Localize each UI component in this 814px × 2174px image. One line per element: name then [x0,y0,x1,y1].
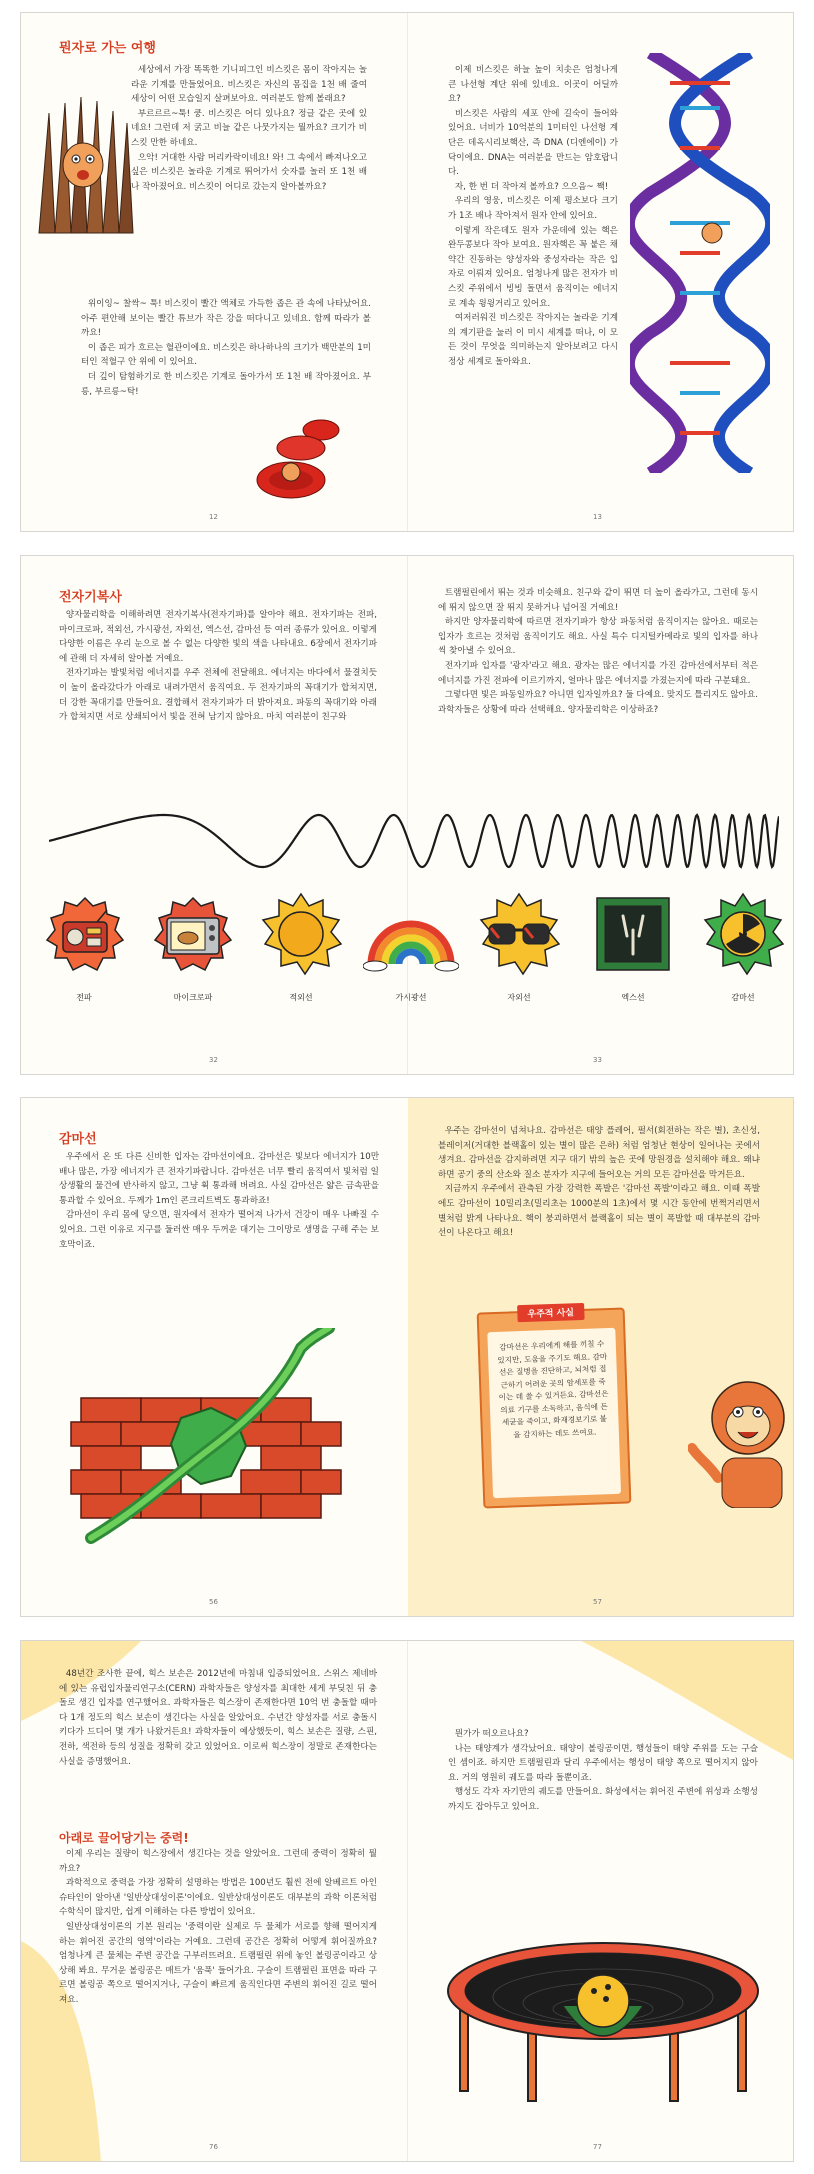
lion-illustration [688,1368,788,1508]
page-number: 76 [209,2143,218,2151]
paragraph: 이 좁은 피가 흐르는 혈관이에요. 비스킷은 하나하나의 크기가 백만분의 1미터인 적혈구 안 위에 이 있어요. [81,342,371,368]
sunglasses-icon [477,892,561,976]
fact-box-text: 감마선은 우리에게 해를 끼칠 수 있지만, 도움을 주기도 해요. 감마선은 질병을 진단하고, 뇌처럼 접근하기 어려운 곳의 암세포를 죽이는 데 쓸 수 있거든요. 감마선은 의료 기구를 소독하고, 음식에 든 세균을 죽이고, 화재경보기로 불을 감지하는 데도 쓰여요. [487,1328,621,1498]
sun-icon [259,892,343,976]
page-77 [408,1641,794,2161]
body-text [448,63,618,369]
body-text [438,586,758,717]
paragraph: 여저러워진 비스킷은 작아지는 놀라운 기계의 계기판을 눌러 이 미시 세계를 떠나, 이 모든 것이 무엇을 의미하는지 알아보려고 다시 정상 세계로 돌아와요. [448,313,618,367]
page-13 [408,13,794,531]
spread-pages-76-77 [20,1640,794,2162]
fact-box-title: 우주적 사실 [517,1303,584,1322]
spread-pages-32-33 [20,555,794,1075]
paragraph: 부르르르~툭! 쿵. 비스킷은 어디 있나요? 정글 같은 곳에 있네요! 그런데 저 굵고 비늘 같은 나뭇가지는 뭘까요? 크기가 비스킷 만한 하네요. [131,108,367,148]
spread-pages-56-57 [20,1097,794,1617]
paragraph: 감마선이 우리 몸에 닿으면, 원자에서 전자가 떨어져 나가서 건강이 매우 나빠질 수 있어요. 그런 이유로 지구를 둘러싼 매우 두꺼운 대기는 그이망로 생명을 구해 주는 보호막이죠. [59,1210,379,1250]
label-visible: 가시광선 [395,993,427,1002]
paragraph: 세상에서 가장 똑똑한 기니피그인 비스킷은 몸이 작아지는 놀라운 기계를 만들었어요. 비스킷은 자신의 몸집을 1천 배 줄여 세상이 어떤 모습일지 살펴보아요. 여러분도 함께 볼래요? [131,65,367,105]
paragraph: 이제 비스킷은 하늘 높이 치솟은 엄청나게 큰 나선형 계단 위에 있네요. 이곳이 어딜까요? [448,65,618,105]
spread-pages-12-13 [20,12,794,532]
paragraph: 자, 한 번 더 작아져 볼까요? 으으음~ 짹! [454,181,609,192]
page-number: 56 [209,1598,218,1606]
brick-wall-illustration [61,1328,371,1548]
subsection-title: 아래로 끌어당기는 중력! [59,1831,189,1845]
body-text [438,1124,760,1241]
body-text [59,1667,377,1769]
radiation-icon [701,892,785,976]
section-title: 감마선 [59,1132,97,1147]
paragraph: 행성도 각자 자기만의 궤도를 만들어요. 화성에서는 휘어진 주변에 위성과 소행성까지도 잡아두고 있어요. [448,1787,758,1812]
page-number: 33 [593,1056,602,1064]
paragraph: 48년간 조사한 끝에, 힉스 보손은 2012년에 마침내 입증되었어요. 스위스 제네바에 있는 유럽입자물리연구소(CERN) 과학자들은 양성자를 최대한 세게 부딪친 뒤 충돌로 생긴 입자를 연구했어요. 과학자들은 힉스장이 존재한다면 10억 번 충돌할 때마다 1개 정도의 힉스 보손이 생긴다는 사실을 알았어요. 수년간 양성자를 서로 충돌시키다가 드디어 몇 개가 나왔거든요! 과학자들이 예상했듯이, 힉스 보손은 질량, 스핀, 전하, 색전하 등의 성질을 정확히 갖고 있었어요. 이로써 힉스장이 정말로 존재한다는 사실을 증명했어요. [59,1669,377,1767]
page-57 [408,1098,794,1616]
blood-cells-illustration [251,408,361,508]
page-76 [21,1641,408,2161]
paragraph: 양자물리학을 이해하려면 전자기복사(전자기파)를 알아야 해요. 전자기파는 전파, 마이크로파, 적외선, 가시광선, 자외선, 엑스선, 감마선 등 여러 종류가 있어요. 이렇게 다양한 이름은 우리 눈으로 볼 수 없는 다양한 빛의 색을 나타내요. 6장에서 전자기파에 관해 더 자세히 알아볼 거예요. [59,610,377,664]
page-56 [21,1098,408,1616]
section-title: 전자기복사 [59,590,122,605]
paragraph: 나는 태양계가 생각났어요. 태양이 볼링공이면, 행성들이 태양 주위를 도는 구슬인 셈이죠. 하지만 트램펄린과 달리 우주에서는 행성이 태양 쪽으로 떨어지지 않아요. 거의 영원히 궤도를 따라 돌뿐이죠. [448,1743,758,1783]
microwave-icon [153,896,233,976]
radio-icon [45,896,125,976]
page-12 [21,13,408,531]
paragraph: 이제 우리는 질량이 힉스장에서 생긴다는 것을 알았어요. 그런데 중력이 정확히 뭘까요? [59,1849,377,1874]
dna-helix-illustration [630,53,770,473]
body-text-2 [59,1847,377,2008]
page-number: 32 [209,1056,218,1064]
paragraph: 일반상대성이론의 기본 원리는 '중력이란 실제로 두 물체가 서로를 향해 떨어지게 하는 휘어진 공간의 영역'이라는 거예요. 그런데 공간은 정확히 어떻게 휘어질까요? 엄청나게 큰 물체는 주변 공간을 구부러뜨려요. 트램펄린 위에 놓인 볼링공이라고 상상해 봐요. 무거운 볼링공은 매트가 '움푹' 들어가요. 구슬이 트램펄린 표면을 따라 구르면 볼링공 쪽으로 떨어지거나, 구슬이 빠르게 움직인다면 주변의 휘어진 길로 떨어져요. [59,1921,377,2005]
paragraph: 더 깊이 탐험하기로 한 비스킷은 기계로 돌아가서 또 1천 배 작아졌어요. 부릉, 부르릉~탁! [81,371,371,397]
label-infrared: 적외선 [289,993,313,1002]
body-text-bottom [81,297,371,399]
body-text-top [131,63,367,194]
spectrum-icons [21,886,794,1006]
page-number: 77 [593,2143,602,2151]
body-text [448,1727,758,1815]
fact-box [477,1307,632,1508]
paragraph: 비스킷은 사람의 세포 안에 길숙이 들어와 있어요. 너비가 10억분의 1미터인 나선형 계단은 데옥시리보핵산, 즉 DNA (디엔에이) 가닥이에요. DNA는 여러분을 만드는 암호랍니다. [448,108,618,178]
paragraph: 우주는 감마선이 넘쳐나요. 감마선은 태양 플레어, 펄서(회전하는 작은 별), 초신성, 블레이저(거대한 블랙홀이 있는 별이 많은 은하) 처럼 엄청난 현상이 일어나는 곳에서 생겨요. 감마선을 감지하려면 지구 대기 밖의 높은 곳에 망원경을 설치해야 해요. 왜냐하면 공기 중의 산소와 질소 분자가 지구에 들어오는 거의 모든 감마선을 막거든요. [438,1126,760,1180]
paragraph: 이렇게 작은데도 원자 가운데에 있는 핵은 완두콩보다 작아 보여요. 원자핵은 꼭 붙은 채 약간 진동하는 양성자와 중성자라는 작은 입자로 이뤄져 있어요. 엄청나게 많은 전자가 비스킷 주위에서 빙빙 돌면서 움직이는 에너지로 계속 윙윙거리고 있어요. [448,225,618,309]
trampoline-illustration [438,1911,768,2111]
em-wave [49,801,779,881]
paragraph: 우주에서 온 또 다른 신비한 입자는 감마선이에요. 감마선은 빛보다 에너지가 10만 배나 많은, 가장 에너지가 큰 전자기파랍니다. 감마선은 너무 빨리 움직여서 빛처럼 일상생활의 물건에 반사하지 않고, 그냥 휙 통과해 버려요. 사실 감마선은 얇은 금속판을 통과할 수 있어요. 두께가 1m인 콘크리트벽도 통과하죠! [59,1152,379,1206]
section-title: 뭔자로 가는 여행 [59,41,156,56]
page-number: 57 [593,1598,602,1606]
label-xray: 엑스선 [621,993,645,1002]
paragraph: 뭔가가 떠오르나요? [454,1729,529,1739]
page-number: 13 [593,513,602,521]
paragraph: 전자기파는 발빛처럼 에너지를 우주 전체에 전달해요. 에너지는 바다에서 물결치듯이 높이 올라갔다가 아래로 내려가면서 움직여요. 두 전자기파의 꼭대기가 합쳐지면, 더 강한 꼭대기를 만들어요. 결합해서 전자기파가 더 밝아져요. 파동의 꼭대기와 아래가 합쳐지면 서로 상쇄되어서 빛을 전혀 남기지 않아요. 마치 여러분이 친구와 [59,668,377,723]
paragraph: 과학적으로 중력을 가장 정확히 설명하는 방법은 100년도 훨씬 전에 알베르트 아인슈타인이 알아낸 '일반상대성이론'이에요. 일반상대성이론도 대부분의 과학 이론처럼 수학식이 많지만, 쉽게 이해하는 다른 방법이 있어요. [59,1878,377,1918]
paragraph: 하지만 양자물리학에 따르면 전자기파가 항상 파동처럼 움직이지는 않아요. 때로는 입자가 흐르는 것처럼 움직이기도 해요. 사실 특수 디지털카메라로 빛의 입자를 하나씩 찾아낼 수 있어요. [438,617,758,657]
paragraph: 으악! 거대한 사람 머리카락이네요! 와! 그 속에서 빠져나오고 싶은 비스킷은 놀라운 기계로 뛰어가서 숫자를 놀러 또 1천 배나 작아졌어요. 비스킷이 어디로 갔는지 알아볼까요? [131,152,367,192]
label-ultraviolet: 자외선 [507,993,531,1002]
paragraph: 우리의 영웅, 비스킷은 이제 평소보다 크기가 1조 배나 작아져서 원자 안에 있어요. [448,196,618,221]
body-text [59,1150,379,1252]
hair-illustration [31,93,139,243]
label-microwave: 마이크로파 [173,993,213,1002]
rainbow-icon [363,900,459,972]
paragraph: 위이잉~ 찰싹~ 툭! 비스킷이 빨간 액체로 가득한 좁은 관 속에 나타났어요. 아주 편안해 보이는 빨간 튜브가 작은 강을 떠다니고 있네요. 함께 따라가 볼까요! [81,299,371,339]
xray-hand-icon [593,894,673,974]
paragraph: 트램펄린에서 뛰는 것과 비슷해요. 친구와 같이 뛰면 더 높이 올라가고, 그런데 동시에 뛰지 않으면 잘 뛰지 못하거나 넘어질 거예요! [438,588,758,613]
body-text [59,608,377,725]
paragraph: 그렇다면 빛은 파동일까요? 아니면 입자일까요? 둘 다예요. 맞지도 틀리지도 않아요. 과학자들은 상황에 따라 선택해요. 양자물리학은 이상하죠? [438,690,758,715]
label-radio: 전파 [76,993,92,1002]
paragraph: 지금까지 우주에서 관측된 가장 강력한 폭발은 '감마선 폭발'이라고 해요. 이때 폭발에도 감마선이 10밀리초(밀리초는 1000분의 1초)에서 몇 시간 동안에 번쩍거리면서 별처럼 밝게 나타나요. 핵이 붕괴하면서 블랙홀이 되는 별이 폭발할 때 대부분의 감마선이 나온다고 해요! [438,1184,760,1239]
paragraph: 전자기파 입자를 '광자'라고 해요. 광자는 많은 에너지를 가진 감마선에서부터 적은 에너지를 가진 전파에 이르기까지, 얼마나 많은 에너지를 가졌는지에 따라 구분돼요. [438,660,758,686]
page-number: 12 [209,513,218,521]
label-gamma: 감마선 [731,993,755,1002]
